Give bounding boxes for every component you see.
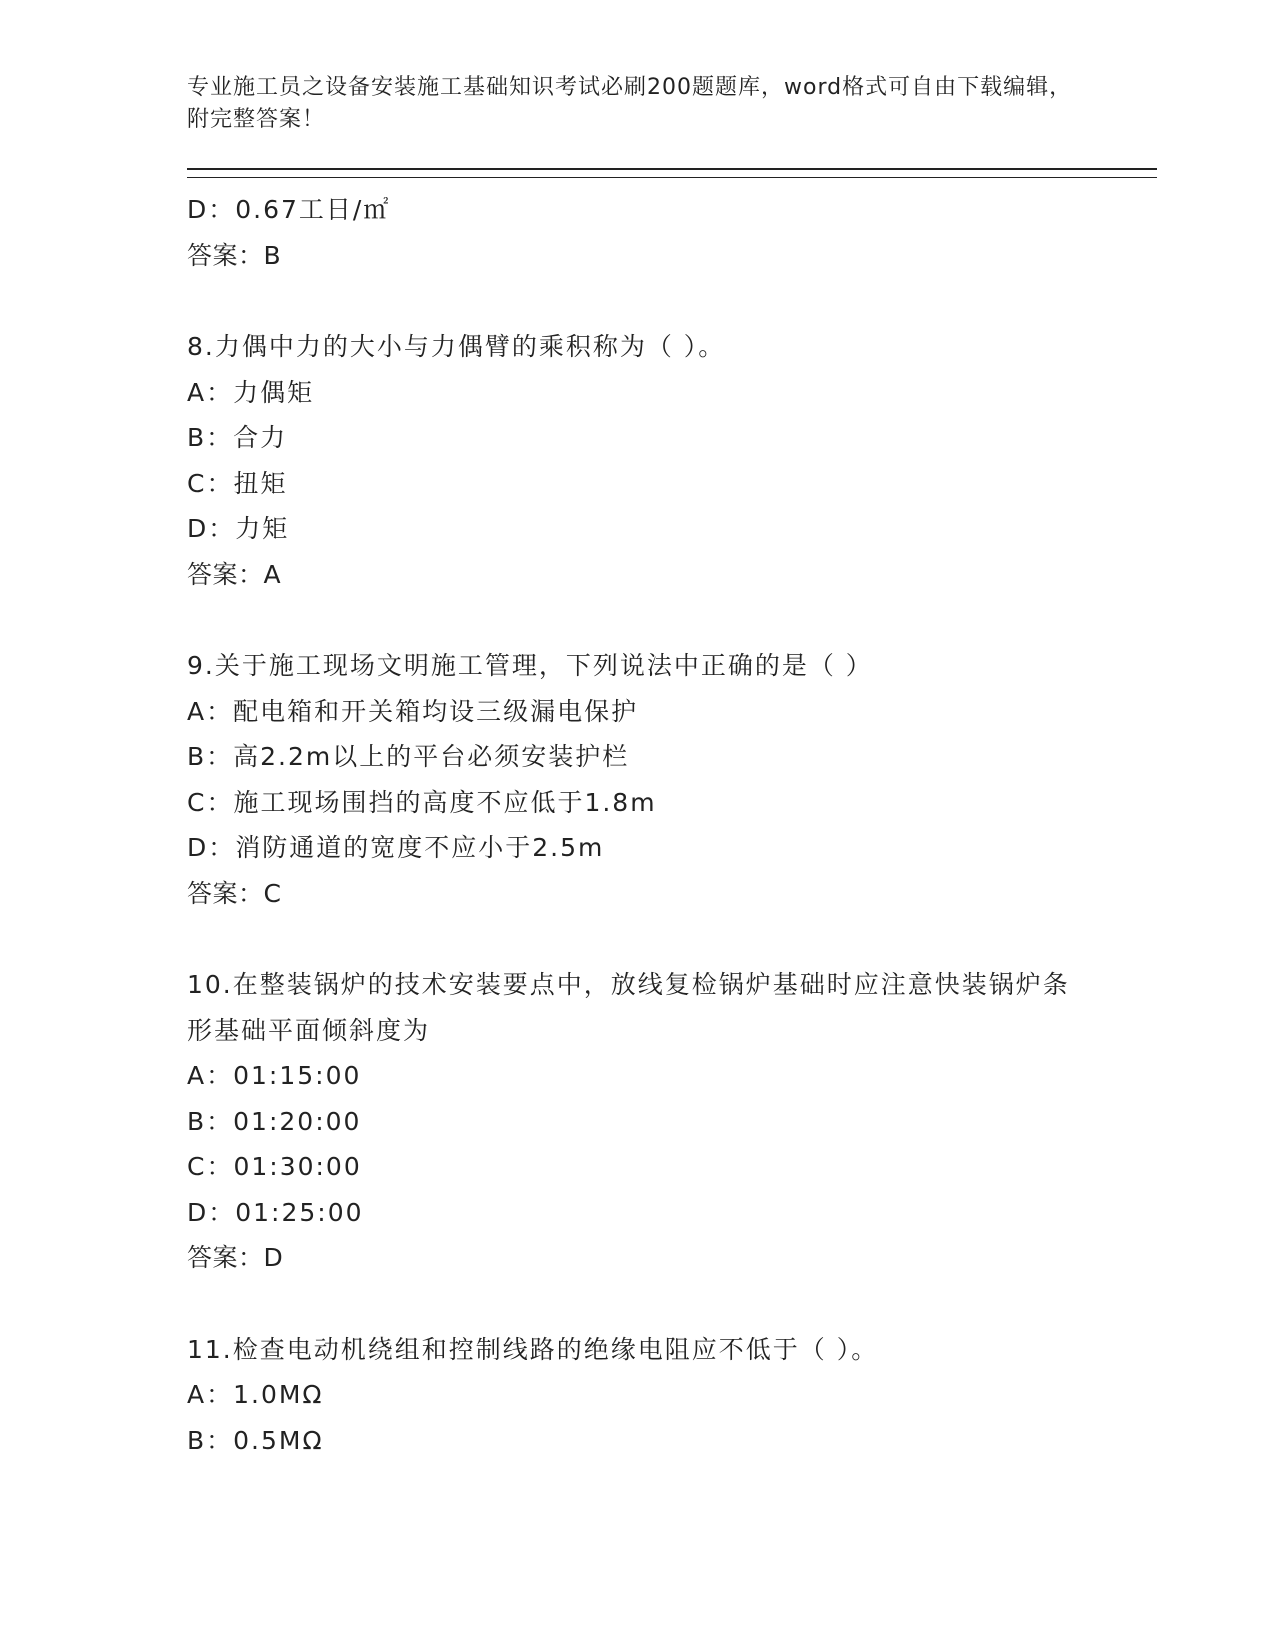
question-text: 9.关于施工现场文明施工管理，下列说法中正确的是（ ） (187, 651, 873, 680)
option-c: C：施工现场围挡的高度不应低于1.8m (187, 787, 657, 817)
option-c: C：扭矩 (187, 468, 288, 498)
answer-line: 答案：A (187, 559, 282, 589)
option-b: B：高2.2m以上的平台必须安装护栏 (187, 742, 630, 771)
document-header: 专业施工员之设备安装施工基础知识考试必刷200题题库，word格式可自由下载编辑，附完整答案！ (187, 75, 1073, 132)
option-b: B：0.5MΩ (187, 1425, 324, 1455)
option-a: A：01:15:00 (187, 1061, 362, 1090)
option-d: D：力矩 (187, 514, 290, 543)
header-divider (187, 168, 1157, 178)
question-text: 11.检查电动机绕组和控制线路的绝缘电阻应不低于（ ）。 (187, 1334, 879, 1364)
option-a: A：配电箱和开关箱均设三级漏电保护 (187, 696, 639, 726)
answer-line: 答案：B (187, 240, 282, 270)
question-text: 8.力偶中力的大小与力偶臂的乘积称为（ ）。 (187, 332, 726, 361)
spacer (187, 597, 1157, 643)
option-b: B：合力 (187, 423, 288, 452)
spacer (187, 1281, 1157, 1327)
question-10 (187, 962, 1157, 1281)
option-a: A：力偶矩 (187, 377, 315, 407)
question-list (187, 187, 1157, 1463)
question-8 (187, 324, 1157, 597)
spacer (187, 278, 1157, 324)
answer-line: 答案：C (187, 878, 282, 908)
answer-line: 答案：D (187, 1243, 284, 1272)
question-9 (187, 643, 1157, 916)
option-d: D：0.67工日/㎡ (187, 195, 391, 224)
option-c: C：01:30:00 (187, 1152, 362, 1181)
option-a: A：1.0MΩ (187, 1380, 324, 1409)
option-b: B：01:20:00 (187, 1106, 362, 1136)
question-11 (187, 1327, 1157, 1464)
spacer (187, 916, 1157, 962)
option-d: D：消防通道的宽度不应小于2.5m (187, 833, 605, 862)
option-d: D：01:25:00 (187, 1197, 364, 1227)
question-text: 10.在整装锅炉的技术安装要点中，放线复检锅炉基础时应注意快装锅炉条形基础平面倾斜度为 (187, 970, 1070, 1045)
document-page (187, 72, 1157, 1463)
